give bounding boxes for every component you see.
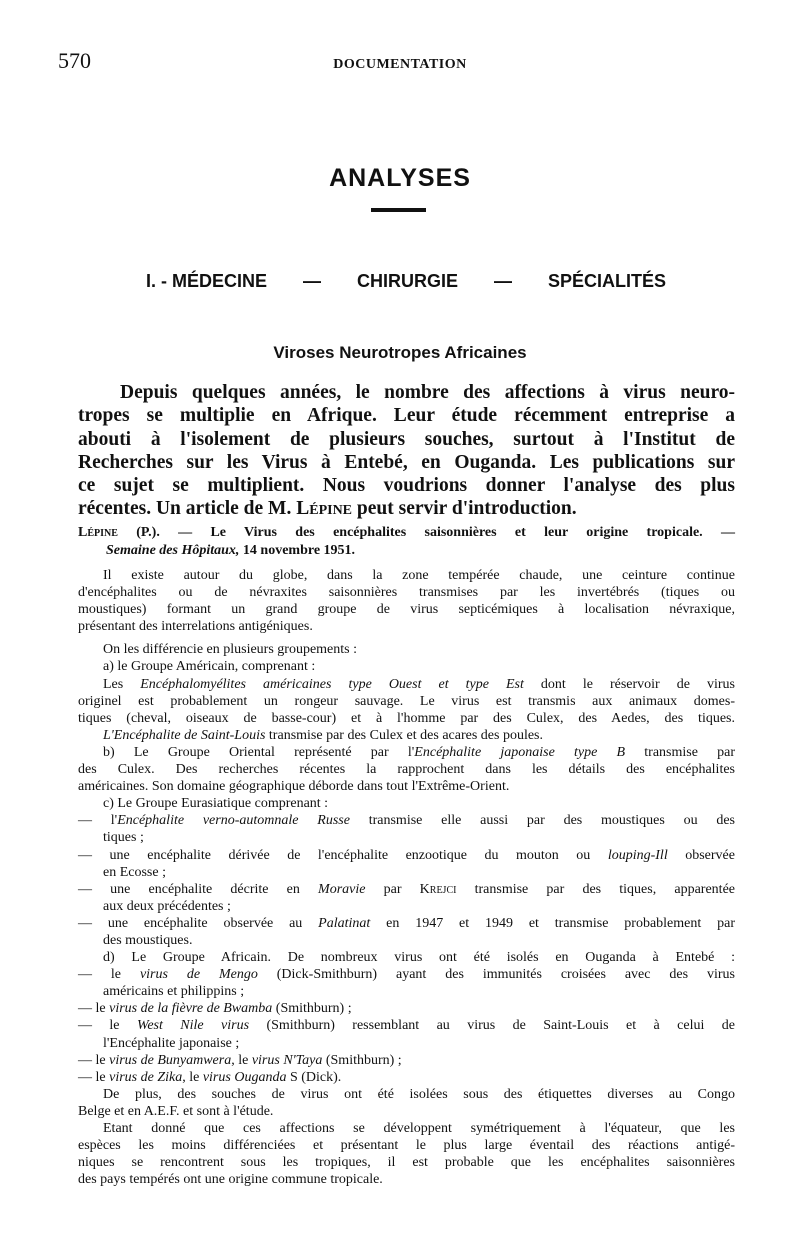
list-item-cont: américains et philippins ; bbox=[103, 984, 245, 1000]
text: — le bbox=[78, 1069, 110, 1085]
italic-text: West Nile virus bbox=[136, 1018, 250, 1034]
body-line bbox=[78, 676, 735, 693]
intro-text: peut servir d'introduction. bbox=[352, 498, 577, 520]
list-item-cont: l'Encéphalite japonaise ; bbox=[103, 1035, 240, 1051]
body-line: Il existe autour du globe, dans la zone tempérée chaude, une ceinture continue bbox=[103, 568, 735, 583]
body-line: Etant donné que ces affections se développent symétriquement à l'équateur, que les bbox=[103, 1121, 735, 1136]
text: (Smithburn) ressemblant au virus de Saint-Louis et à celui de bbox=[249, 1018, 735, 1034]
section-sep-2: — bbox=[493, 271, 512, 291]
section-part-1: I. - MÉDECINE bbox=[146, 271, 268, 291]
italic-text: Encéphalite japonaise type B bbox=[414, 744, 626, 760]
list-item bbox=[78, 1052, 735, 1069]
intro-line: tropes se multiplie en Afrique. Leur étude récemment entreprise a bbox=[78, 405, 735, 427]
text: (Dick-Smithburn) ayant des immunités croisées avec des virus bbox=[257, 967, 735, 983]
text: transmise elle aussi par des moustiques ou des bbox=[349, 813, 736, 829]
intro-paragraph bbox=[78, 381, 735, 521]
list-item bbox=[78, 812, 735, 829]
text: observée bbox=[667, 847, 735, 863]
body-line: présentant des interrelations antigéniques. bbox=[78, 619, 313, 635]
author-name: Lépine bbox=[296, 498, 353, 520]
text: , le bbox=[231, 1052, 252, 1068]
text: , le bbox=[182, 1069, 203, 1085]
reference-title: (P.). — Le Virus des encéphalites saisonnières et leur origine tropicale. — bbox=[117, 525, 735, 540]
intro-line: Recherches sur les Virus à Entebé, en Ouganda. Les publications sur bbox=[78, 451, 735, 473]
text: — l' bbox=[78, 813, 118, 829]
body-line: d'encéphalites ou de névraxites saisonnières transmises par les invertébrés (tiques ou bbox=[78, 585, 735, 601]
text: — le bbox=[78, 1001, 110, 1017]
italic-text: Encéphalomyélites américaines type Ouest et type Est bbox=[140, 676, 524, 692]
text: — une encéphalite observée au bbox=[78, 915, 319, 931]
intro-line: Depuis quelques années, le nombre des affections à virus neuro- bbox=[120, 382, 735, 403]
text: S (Dick). bbox=[286, 1069, 342, 1085]
body-line: américaines. Son domaine géographique déborde dans tout l'Extrême-Orient. bbox=[78, 779, 510, 795]
reference-date: 14 novembre 1951. bbox=[239, 543, 356, 558]
reference-line bbox=[78, 524, 735, 542]
body-line: De plus, des souches de virus ont été isolées sous des étiquettes diverses au Congo bbox=[103, 1086, 735, 1102]
page-title: ANALYSES bbox=[329, 164, 471, 192]
list-item bbox=[78, 847, 735, 864]
article-subtitle: Viroses Neurotropes Africaines bbox=[273, 343, 527, 362]
text: (Smithburn) ; bbox=[272, 1001, 352, 1017]
italic-text: Palatinat bbox=[318, 915, 371, 931]
running-title: DOCUMENTATION bbox=[333, 57, 467, 72]
body-line: Belge et en A.E.F. et sont à l'étude. bbox=[78, 1103, 274, 1119]
text: Les bbox=[103, 676, 141, 692]
author-name: Krejci bbox=[419, 881, 457, 897]
list-item bbox=[78, 1017, 735, 1034]
reference-line bbox=[78, 542, 735, 560]
list-item bbox=[78, 1000, 735, 1017]
list-item-cont: tiques ; bbox=[103, 830, 144, 846]
intro-line bbox=[78, 497, 735, 520]
reference-author: Lépine bbox=[78, 525, 118, 540]
text: (Smithburn) ; bbox=[322, 1052, 402, 1068]
text: transmise par des Culex et des acares des poules. bbox=[265, 727, 544, 743]
italic-text: virus de la fièvre de Bwamba bbox=[109, 1001, 273, 1017]
title-rule bbox=[371, 208, 426, 212]
reference-journal: Semaine des Hôpitaux, bbox=[106, 543, 240, 558]
text: transmise par des tiques, apparentée bbox=[456, 881, 735, 897]
article-body bbox=[78, 567, 735, 1188]
text: en 1947 et 1949 et transmise probablement par bbox=[370, 915, 735, 931]
italic-text: louping-Ill bbox=[607, 847, 668, 863]
group-heading bbox=[78, 744, 735, 761]
body-line: espèces les moins différenciées et présentant le plus large éventail des réactions antigé- bbox=[78, 1138, 735, 1154]
italic-text: Encéphalite verno-automnale Russe bbox=[117, 813, 350, 829]
text: — le bbox=[78, 1018, 137, 1034]
italic-text: Moravie bbox=[318, 881, 366, 897]
list-item-cont: aux deux précédentes ; bbox=[103, 898, 231, 914]
italic-text: L'Encéphalite de Saint-Louis bbox=[103, 727, 266, 743]
list-item-cont: en Ecosse ; bbox=[103, 864, 166, 880]
intro-line: ce sujet se multiplient. Nous voudrions donner l'analyse des plus bbox=[78, 475, 735, 497]
section-heading bbox=[146, 271, 666, 292]
body-line: des pays tempérés ont une origine commune tropicale. bbox=[78, 1172, 383, 1188]
body-line: moustiques) formant un grand groupe de virus septicémiques à localisation névraxique, bbox=[78, 602, 735, 618]
intro-text: récentes. Un article de M. bbox=[78, 498, 297, 520]
body-line: niques se rencontrent sous les tropiques, il est probable que les encéphalites saisonnières bbox=[78, 1155, 735, 1171]
list-item bbox=[78, 915, 735, 932]
body-line bbox=[78, 727, 735, 744]
list-item bbox=[78, 1069, 735, 1086]
italic-text: virus de Zika bbox=[109, 1069, 183, 1085]
section-part-3: SPÉCIALITÉS bbox=[547, 271, 666, 291]
group-heading: a) le Groupe Américain, comprenant : bbox=[103, 659, 316, 675]
body-line: des Culex. Des recherches récentes la rapprochent dans les détails des encéphalites bbox=[78, 762, 735, 778]
body-line: tiques (cheval, oiseaux de basse-cour) et à l'homme par des Culex, des Aedes, des tiques. bbox=[78, 710, 735, 726]
section-sep-1: — bbox=[303, 271, 321, 291]
body-line: originel est probablement un rongeur sauvage. Le virus est transmis aux animaux domes- bbox=[78, 693, 735, 709]
section-part-2: CHIRURGIE bbox=[356, 271, 458, 291]
text: b) Le Groupe Oriental représenté par l' bbox=[103, 744, 415, 760]
group-heading: d) Le Groupe Africain. De nombreux virus ont été isolés en Ouganda à Entebé : bbox=[103, 950, 735, 966]
group-heading: c) Le Groupe Eurasiatique comprenant : bbox=[103, 796, 329, 812]
italic-text: virus N'Taya bbox=[251, 1052, 323, 1068]
text: par bbox=[365, 881, 420, 897]
bibliographic-reference bbox=[78, 524, 735, 560]
intro-line: abouti à l'isolement de plusieurs souches, surtout à l'Institut de bbox=[78, 428, 735, 450]
text: dont le réservoir de virus bbox=[523, 676, 735, 692]
text: — le bbox=[78, 1052, 110, 1068]
italic-text: virus de Mengo bbox=[139, 967, 258, 983]
text: — une encéphalite décrite en bbox=[78, 881, 319, 897]
italic-text: virus Ouganda bbox=[202, 1069, 287, 1085]
body-line: On les différencie en plusieurs groupements : bbox=[103, 642, 358, 658]
italic-text: virus de Bunyamwera bbox=[109, 1052, 232, 1068]
list-item bbox=[78, 966, 735, 983]
list-item-cont: des moustiques. bbox=[103, 932, 193, 948]
page-number: 570 bbox=[58, 48, 91, 73]
text: — une encéphalite dérivée de l'encéphalite enzootique du mouton ou bbox=[78, 847, 608, 863]
list-item bbox=[78, 881, 735, 898]
text: — le bbox=[78, 967, 140, 983]
text: transmise par bbox=[625, 744, 736, 760]
